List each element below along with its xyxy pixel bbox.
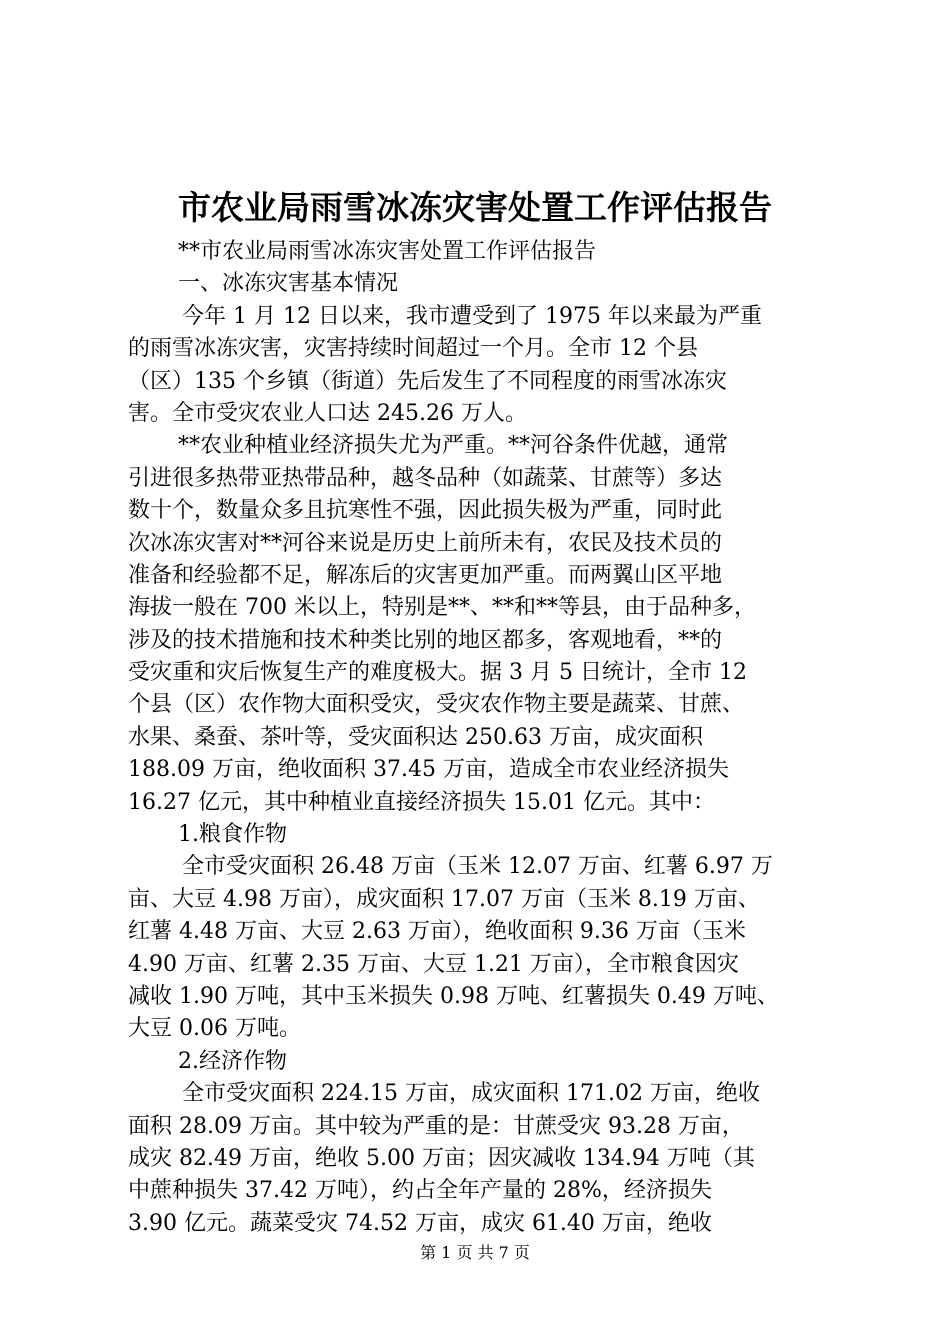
body-line: 个县（区）农作物大面积受灾，受灾农作物主要是蔬菜、甘蔗、 (128, 692, 745, 718)
body-line: 今年 1 月 12 日以来，我市遭受到了 1975 年以来最为严重 (182, 303, 762, 329)
subsection-heading: 2.经济作物 (178, 1048, 287, 1074)
section-heading: 一、冰冻灾害基本情况 (178, 271, 399, 297)
body-line: 成灾 82.49 万亩，绝收 5.00 万亩；因灾减收 134.94 万吨（其 (128, 1145, 755, 1171)
body-line: 大豆 0.06 万吨。 (128, 1016, 301, 1042)
body-line: 害。全市受灾农业人口达 245.26 万人。 (128, 400, 527, 426)
body-line: 海拔一般在 700 米以上，特别是**、**和**等县，由于品种多， (128, 595, 756, 621)
document-body (128, 236, 848, 1240)
body-line: 3.90 亿元。蔬菜受灾 74.52 万亩，成灾 61.40 万亩，绝收 (128, 1210, 712, 1236)
body-line: （区）135 个乡镇（街道）先后发生了不同程度的雨雪冰冻灾 (128, 368, 727, 394)
body-line: 减收 1.90 万吨，其中玉米损失 0.98 万吨、红薯损失 0.49 万吨、 (128, 983, 779, 1009)
subsection-heading: 1.粮食作物 (178, 822, 287, 848)
body-line: 188.09 万亩，绝收面积 37.45 万亩，造成全市农业经济损失 (128, 757, 729, 783)
body-line: 面积 28.09 万亩。其中较为严重的是：甘蔗受灾 93.28 万亩， (128, 1113, 744, 1139)
body-line: **市农业局雨雪冰冻灾害处置工作评估报告 (178, 239, 597, 264)
body-line: 4.90 万亩、红薯 2.35 万亩、大豆 1.21 万亩），全市粮食因灾 (128, 951, 739, 977)
body-line: 涉及的技术措施和技术种类比别的地区都多，客观地看，**的 (128, 627, 723, 653)
body-line: 准备和经验都不足，解冻后的灾害更加严重。而两翼山区平地 (128, 562, 723, 588)
body-line: **农业种植业经济损失尤为严重。**河谷条件优越，通常 (178, 433, 729, 459)
body-line: 全市受灾面积 26.48 万亩（玉米 12.07 万亩、红薯 6.97 万 (182, 854, 773, 880)
document-title: 市农业局雨雪冰冻灾害处置工作评估报告 (178, 188, 772, 227)
body-line: 水果、桑蚕、茶叶等，受灾面积达 250.63 万亩，成灾面积 (128, 724, 703, 750)
body-line: 数十个，数量众多且抗寒性不强，因此损失极为严重，同时此 (128, 498, 723, 524)
page-number: 第 1 页 共 7 页 (420, 1243, 530, 1262)
body-line: 亩、大豆 4.98 万亩），成灾面积 17.07 万亩（玉米 8.19 万亩、 (128, 886, 760, 912)
body-line: 次冰冻灾害对**河谷来说是历史上前所未有，农民及技术员的 (128, 530, 723, 556)
body-line: 引进很多热带亚热带品种，越冬品种（如蔬菜、甘蔗等）多达 (128, 465, 723, 491)
body-line: 中蔗种损失 37.42 万吨），约占全年产量的 28%，经济损失 (128, 1178, 712, 1204)
body-line: 16.27 亿元，其中种植业直接经济损失 15.01 亿元。其中： (128, 789, 715, 815)
body-line: 的雨雪冰冻灾害，灾害持续时间超过一个月。全市 12 个县 (128, 336, 698, 362)
body-line: 全市受灾面积 224.15 万亩，成灾面积 171.02 万亩，绝收 (182, 1081, 760, 1107)
body-line: 受灾重和灾后恢复生产的难度极大。据 3 月 5 日统计，全市 12 (128, 660, 747, 686)
body-line: 红薯 4.48 万亩、大豆 2.63 万亩），绝收面积 9.36 万亩（玉米 (128, 919, 746, 945)
